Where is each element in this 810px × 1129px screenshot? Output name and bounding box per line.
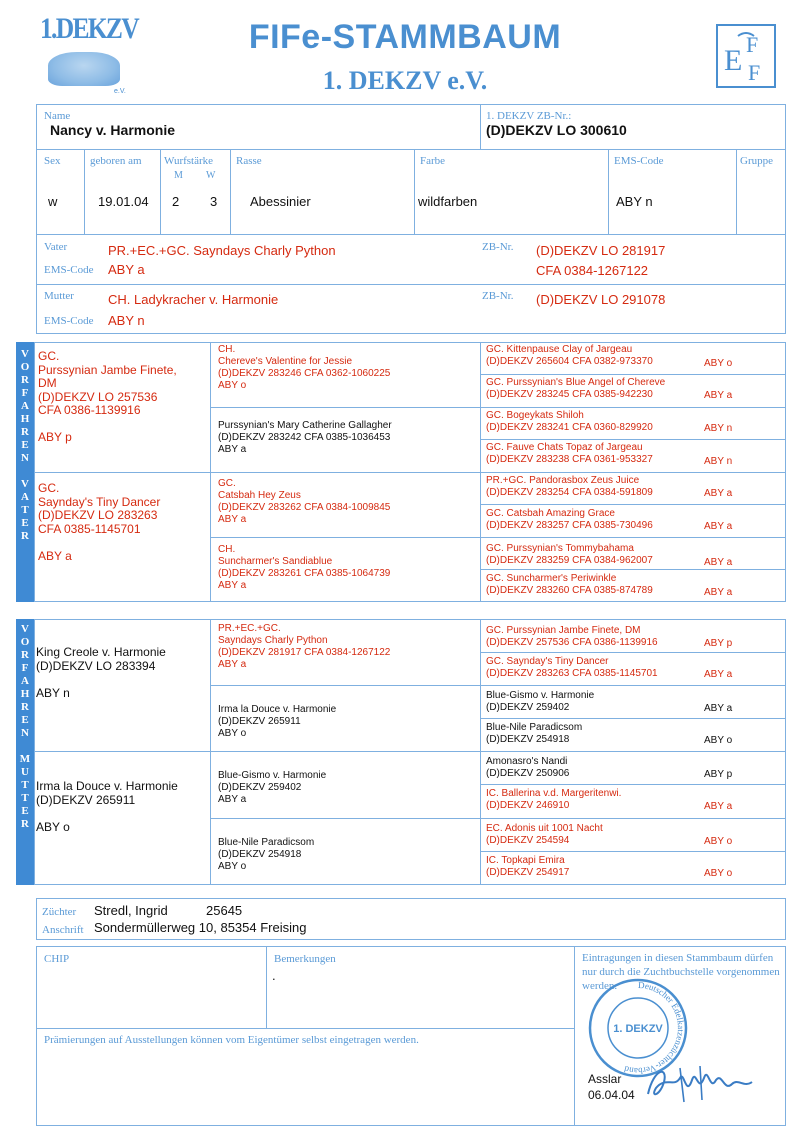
list-item: Blue-Nile Paradicsom (D)DEKZV 254918 — [486, 722, 583, 745]
mother-zb: (D)DEKZV LO 291078 — [536, 292, 666, 307]
list-item: GC. Purssynian Jambe Finete, DM (D)DEKZV 257536 CFA 0386-1139916 — [486, 625, 658, 648]
address-label: Anschrift — [42, 924, 84, 936]
father-ems: ABY a — [108, 262, 145, 277]
father-ggp-2: Purssynian's Mary Catherine Gallagher (D)DEKZV 283242 CFA 0385-1036453 ABY a — [218, 420, 392, 455]
svg-text:Deutscher Edelkatzenzüchter-Ve: Deutscher Edelkatzenzüchter-Verband — [623, 979, 686, 1077]
list-item: Blue-Gismo v. Harmonie (D)DEKZV 259402 — [486, 690, 595, 713]
father-name: PR.+EC.+GC. Sayndays Charly Python — [108, 243, 336, 258]
father-zb1: (D)DEKZV LO 281917 — [536, 243, 666, 258]
svg-text:1. DEKZV: 1. DEKZV — [613, 1023, 663, 1035]
mother-grandparent-2: Irma la Douce v. Harmonie (D)DEKZV 265911 ABY o — [36, 779, 178, 834]
mother-grandparent-1: King Creole v. Harmonie (D)DEKZV LO 283394 ABY n — [36, 645, 166, 700]
chip-label: CHIP — [44, 953, 70, 965]
ems-label: EMS-Code — [614, 155, 664, 167]
ems-code: ABY o — [704, 868, 733, 879]
ems-code: ABY n — [704, 456, 733, 467]
awards-note: Prämierungen auf Ausstellungen können vom Eigentümer selbst eingetragen werden. — [44, 1034, 419, 1046]
litter-m-label: M — [174, 170, 183, 181]
ems-code: ABY a — [704, 669, 733, 680]
list-item: GC. Purssynian's Tommybahama (D)DEKZV 283259 CFA 0384-962007 — [486, 543, 653, 566]
list-item: IC. Ballerina v.d. Margeritenwi. (D)DEKZV 246910 — [486, 788, 622, 811]
cat-name: Nancy v. Harmonie — [50, 122, 176, 138]
document-title: FIFe-STAMMBAUM — [248, 18, 562, 56]
color-label: Farbe — [420, 155, 446, 167]
svg-text:F: F — [746, 32, 759, 57]
list-item: GC. Fauve Chats Topaz of Jargeau (D)DEKZV 283238 CFA 0361-953327 — [486, 442, 653, 465]
ems-code: ABY a — [704, 703, 733, 714]
dekzv-logo-text: 1.DEKZV — [40, 12, 138, 45]
litter-w-value: 3 — [210, 194, 218, 209]
document-subtitle: 1. DEKZV e.V. — [322, 66, 488, 95]
father-grandparent-2: GC. Saynday's Tiny Dancer (D)DEKZV LO 283263 CFA 0385-1145701 ABY a — [38, 481, 161, 563]
list-item: GC. Kittenpause Clay of Jargeau (D)DEKZV 265604 CFA 0382-973370 — [486, 344, 653, 367]
breeder-label: Züchter — [42, 906, 77, 918]
logo-ev: e.V. — [114, 88, 126, 95]
father-ggp-3: GC. Catsbah Hey Zeus (D)DEKZV 283262 CFA 0384-1009845 ABY a — [218, 478, 391, 525]
ems-code: ABY a — [704, 390, 733, 401]
breeder-name: Stredl, Ingrid — [94, 903, 168, 918]
svg-text:E: E — [724, 44, 743, 77]
list-item: Amonasro's Nandi (D)DEKZV 250906 — [486, 756, 570, 779]
litter-w-label: W — [206, 170, 216, 181]
list-item: GC. Suncharmer's Periwinkle (D)DEKZV 283260 CFA 0385-874789 — [486, 573, 653, 596]
mother-ggp-2: Irma la Douce v. Harmonie (D)DEKZV 265911 ABY o — [218, 704, 337, 739]
name-label: Name — [44, 110, 71, 122]
father-ems-label: EMS-Code — [44, 264, 94, 276]
mother-ems-label: EMS-Code — [44, 315, 94, 327]
ems-code: ABY n — [704, 423, 733, 434]
breed-label: Rasse — [236, 155, 262, 167]
born-value: 19.01.04 — [98, 194, 149, 209]
mother-label: Mutter — [44, 290, 74, 302]
mother-ggp-4: Blue-Nile Paradicsom (D)DEKZV 254918 ABY o — [218, 837, 315, 872]
color-value: wildfarben — [418, 194, 478, 209]
svg-text:F: F — [748, 60, 761, 85]
side-label-mother: V O R F A H R E N M U T T E R — [16, 619, 34, 885]
ems-code: ABY a — [704, 557, 733, 568]
fife-logo-icon — [718, 26, 774, 86]
cat-zb-number: (D)DEKZV LO 300610 — [486, 122, 627, 138]
litter-m-value: 2 — [172, 194, 180, 209]
signature — [640, 1058, 770, 1113]
list-item: GC. Saynday's Tiny Dancer (D)DEKZV 283263 CFA 0385-1145701 — [486, 656, 658, 679]
mother-zb-label: ZB-Nr. — [482, 290, 514, 302]
breeder-address: Sondermüllerweg 10, 85354 Freising — [94, 920, 307, 935]
born-label: geboren am — [90, 155, 142, 167]
ems-code: ABY a — [704, 587, 733, 598]
fife-logo — [716, 24, 776, 88]
father-zb2: CFA 0384-1267122 — [536, 263, 649, 278]
father-ggp-4: CH. Suncharmer's Sandiablue (D)DEKZV 283261 CFA 0385-1064739 ABY a — [218, 544, 391, 591]
father-zb-label: ZB-Nr. — [482, 241, 514, 253]
signature-icon — [640, 1058, 770, 1108]
list-item: IC. Topkapi Emira (D)DEKZV 254917 — [486, 855, 570, 878]
ems-code: ABY o — [704, 735, 733, 746]
father-grandparent-1: GC. Purssynian Jambe Finete, DM (D)DEKZV LO 257536 CFA 0386-1139916 ABY p — [38, 349, 177, 444]
father-label: Vater — [44, 241, 68, 253]
zb-label: 1. DEKZV ZB-Nr.: — [486, 110, 572, 122]
remarks-value: . — [272, 968, 276, 983]
entry-notice: Eintragungen in diesen Stammbaum dürfen nur durch die Zuchtbuchstelle vorgenommen werden. — [582, 952, 780, 992]
ems-value: ABY n — [616, 194, 653, 209]
breed-value: Abessinier — [250, 194, 311, 209]
side-label-father: V O R F A H R E N V A T E R — [16, 342, 34, 602]
issue-place: Asslar — [588, 1072, 622, 1086]
list-item: GC. Purssynian's Blue Angel of Chereve (D)DEKZV 283245 CFA 0385-942230 — [486, 377, 666, 400]
ems-code: ABY o — [704, 358, 733, 369]
mother-ems: ABY n — [108, 313, 145, 328]
ems-code: ABY a — [704, 488, 733, 499]
list-item: PR.+GC. Pandorasbox Zeus Juice (D)DEKZV 283254 CFA 0384-591809 — [486, 475, 653, 498]
list-item: GC. Bogeykats Shiloh (D)DEKZV 283241 CFA 0360-829920 — [486, 410, 653, 433]
sex-label: Sex — [44, 155, 61, 167]
mother-ggp-1: PR.+EC.+GC. Sayndays Charly Python (D)DEKZV 281917 CFA 0384-1267122 ABY a — [218, 623, 391, 670]
ems-code: ABY p — [704, 638, 733, 649]
remarks-label: Bemerkungen — [274, 953, 336, 965]
issue-date: 06.04.04 — [588, 1088, 635, 1102]
ems-code: ABY o — [704, 836, 733, 847]
father-ggp-1: CH. Chereve's Valentine for Jessie (D)DEKZV 283246 CFA 0362-1060225 ABY o — [218, 344, 391, 391]
ems-code: ABY p — [704, 769, 733, 780]
mother-name: CH. Ladykracher v. Harmonie — [108, 292, 279, 307]
list-item: GC. Catsbah Amazing Grace (D)DEKZV 283257 CFA 0385-730496 — [486, 508, 653, 531]
list-item: EC. Adonis uit 1001 Nacht (D)DEKZV 254594 — [486, 823, 603, 846]
ems-code: ABY a — [704, 801, 733, 812]
litter-label: Wurfstärke — [164, 155, 214, 167]
sex-value: w — [48, 194, 58, 209]
mother-ggp-3: Blue-Gismo v. Harmonie (D)DEKZV 259402 ABY a — [218, 770, 327, 805]
group-label: Gruppe — [740, 155, 773, 167]
breeder-number: 25645 — [206, 903, 243, 918]
ems-code: ABY a — [704, 521, 733, 532]
